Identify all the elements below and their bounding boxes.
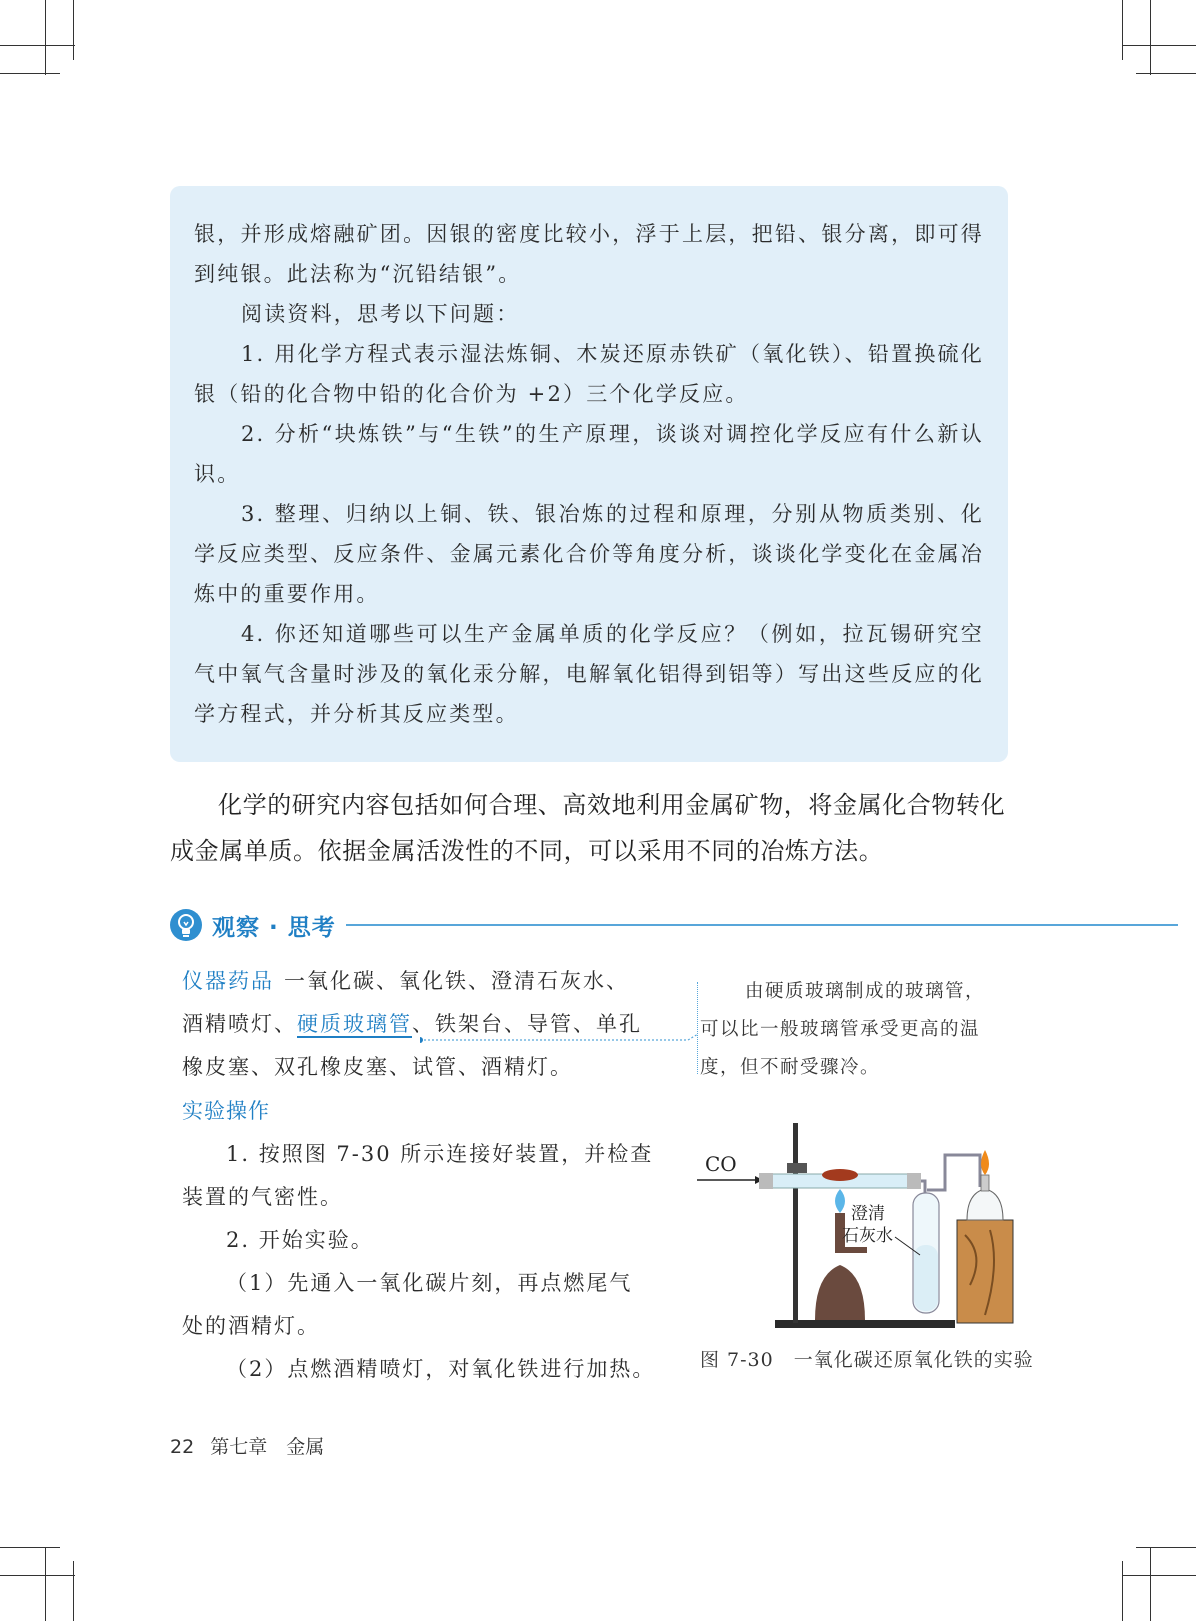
reading-material-box <box>170 186 1008 762</box>
side-note-pointer <box>420 1032 700 1052</box>
step-2-1-line-1: （1）先通入一氧化碳片刻，再点燃尾气 <box>226 1271 633 1295</box>
question-2: 2. 分析“块炼铁”与“生铁”的生产原理，谈谈对调控化学反应有什么新认识。 <box>194 422 984 486</box>
step-2: 2. 开始实验。 <box>226 1228 374 1252</box>
lamp-wick-holder <box>981 1175 989 1191</box>
page-footer <box>170 1432 324 1459</box>
experiment-apparatus-figure <box>695 1115 1035 1335</box>
gas-label: CO <box>705 1152 737 1176</box>
step-2-1-line-2: 处的酒精灯。 <box>182 1314 320 1338</box>
section-title: 观察 · 思考 <box>212 915 336 941</box>
iron-oxide-sample <box>822 1169 858 1181</box>
section-heading <box>170 907 1010 943</box>
section-divider <box>346 924 1178 926</box>
experiment-column <box>182 960 668 1391</box>
tube-stopper-left <box>759 1173 773 1189</box>
step-2-2: （2）点燃酒精喷灯，对氧化铁进行加热。 <box>226 1357 656 1381</box>
question-1: 1. 用化学方程式表示湿法炼铜、木炭还原赤铁矿（氧化铁）、铅置换硫化银（铅的化合物中铅的化合价为 +2）三个化学反应。 <box>194 342 984 406</box>
burner-flame <box>835 1189 845 1213</box>
crop-mark-tl-h2 <box>0 45 75 46</box>
crop-mark-bl-v2 <box>45 1547 46 1621</box>
lightbulb-icon <box>170 909 202 941</box>
chapter-title: 第七章 金属 <box>210 1436 325 1458</box>
crop-mark-tr-v <box>1122 0 1123 60</box>
limewater <box>914 1245 938 1311</box>
hard-glass-tube-term: 硬质玻璃管 <box>297 1012 412 1036</box>
crop-mark-bl-v <box>73 1561 74 1621</box>
crop-mark-tl-v <box>73 0 74 60</box>
crop-mark-br-h <box>1136 1547 1196 1548</box>
equipment-line-3: 橡皮塞、双孔橡皮塞、试管、酒精灯。 <box>182 1055 573 1079</box>
crop-mark-bl-h2 <box>0 1575 75 1576</box>
solution-label-1: 澄清 <box>851 1204 885 1224</box>
reading-paragraph-2: 阅读资料，思考以下问题： <box>241 302 520 326</box>
equipment-text-2b: 、铁架台、导管、单孔 <box>412 1012 642 1036</box>
exhaust-tube <box>927 1155 980 1190</box>
crop-mark-br-h2 <box>1122 1575 1196 1576</box>
figure-caption: 图 7-30 一氧化碳还原氧化铁的实验 <box>700 1349 1034 1371</box>
tube-stopper-right <box>907 1173 921 1189</box>
equipment-text-1: 一氧化碳、氧化铁、澄清石灰水、 <box>284 969 629 993</box>
main-paragraph: 化学的研究内容包括如何合理、高效地利用金属矿物，将金属化合物转化成金属单质。依据金属活泼性的不同，可以采用不同的冶炼方法。 <box>170 791 1006 865</box>
equipment-text-2a: 酒精喷灯、 <box>182 1012 297 1036</box>
crop-mark-br-v <box>1122 1561 1123 1621</box>
clamp <box>787 1163 807 1173</box>
page-number: 22 <box>170 1436 195 1458</box>
crop-mark-tr-v2 <box>1150 0 1151 75</box>
crop-mark-bl-h <box>0 1547 60 1548</box>
side-note: 由硬质玻璃制成的玻璃管，可以比一般玻璃管承受更高的温度，但不耐受骤冷。 <box>700 981 986 1078</box>
lamp-flame <box>981 1150 989 1175</box>
question-4: 4. 你还知道哪些可以生产金属单质的化学反应？（例如，拉瓦锡研究空气中氧气含量时涉及的氧化汞分解，电解氧化铝得到铝等）写出这些反应的化学方程式，并分析其反应类型。 <box>194 622 984 726</box>
crop-mark-tl-v2 <box>45 0 46 75</box>
solution-label-2: 石灰水 <box>842 1226 893 1246</box>
burner-valve <box>845 1247 867 1253</box>
crop-mark-tr-h2 <box>1122 45 1196 46</box>
alcohol-lamp <box>967 1189 1003 1220</box>
crop-mark-br-v2 <box>1150 1547 1151 1621</box>
equipment-line-1 <box>182 960 668 1003</box>
alcohol-blowlamp <box>815 1265 865 1320</box>
equipment-label: 仪器药品 <box>182 969 274 993</box>
procedure-label: 实验操作 <box>182 1099 270 1123</box>
side-note-connector <box>697 982 698 1074</box>
question-3: 3. 整理、归纳以上铜、铁、银冶炼的过程和原理，分别从物质类别、化学反应类型、反应条件、金属元素化合价等角度分析，谈谈化学变化在金属冶炼中的重要作用。 <box>194 502 984 606</box>
reading-paragraph-1: 银，并形成熔融矿团。因银的密度比较小，浮于上层，把铅、银分离，即可得到纯银。此法称为“沉铅结银”。 <box>194 222 984 286</box>
crop-mark-tl-h <box>0 73 60 74</box>
stand-base <box>775 1320 955 1328</box>
main-text <box>170 782 1010 874</box>
stand-rod <box>793 1123 798 1323</box>
step-1-line-2: 装置的气密性。 <box>182 1185 343 1209</box>
step-1-line-1: 1. 按照图 7-30 所示连接好装置，并检查 <box>226 1142 654 1166</box>
crop-mark-tr-h <box>1136 73 1196 74</box>
